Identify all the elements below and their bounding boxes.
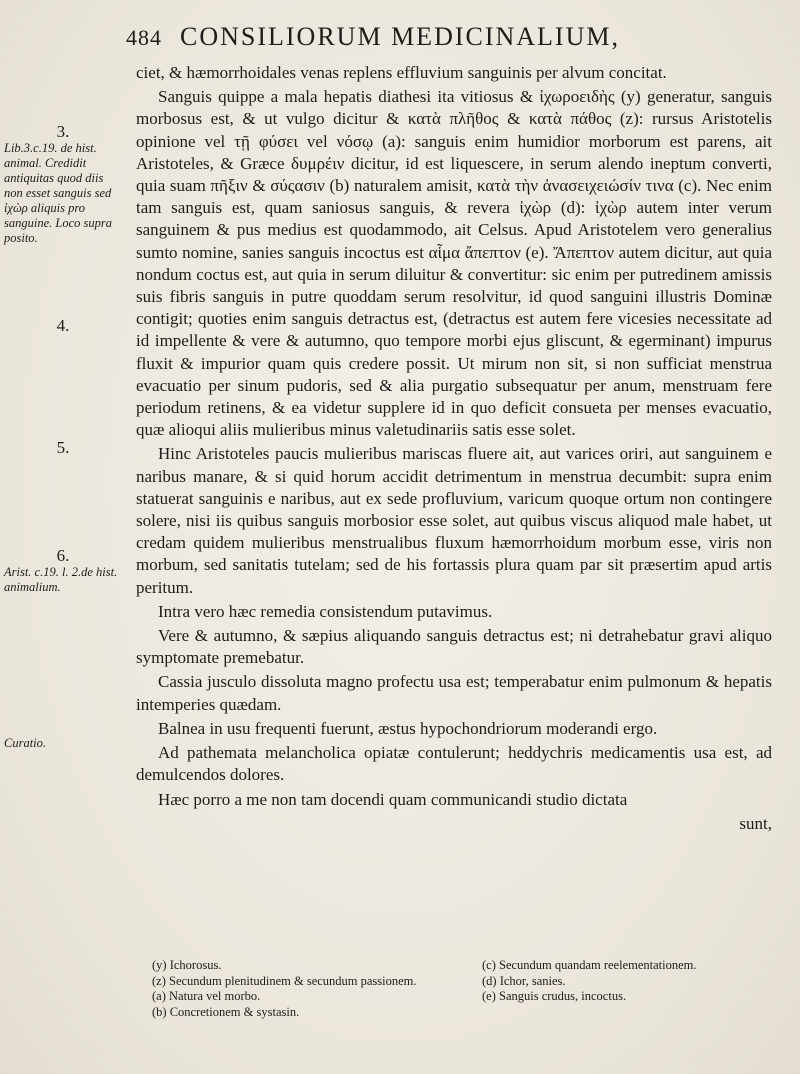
footnote-b: (b) Concretionem & systasin. bbox=[152, 1004, 300, 1019]
footnotes-left bbox=[152, 958, 452, 1020]
paragraph: Intra vero hæc remedia consistendum putavimus. bbox=[158, 601, 493, 621]
footnote-a: (a) Natura vel morbo. bbox=[152, 989, 261, 1003]
footnotes-right bbox=[482, 958, 782, 1005]
margin-note-text: Lib.3.c.19. de hist. animal. Credidit antiquitas quod diis non esset sanguis sed ἰχὼρ aliquis pro sanguine. Loco supra posito. bbox=[4, 141, 112, 245]
margin-note-number: 6. bbox=[56, 546, 70, 565]
margin-note-text: Curatio. bbox=[4, 736, 47, 750]
paragraph: Balnea in usu frequenti fuerunt, æstus hypochondriorum moderandi ergo. bbox=[158, 718, 658, 738]
running-head bbox=[126, 22, 726, 62]
margin-note-curatio bbox=[4, 736, 122, 751]
margin-note-number: 5. bbox=[56, 438, 70, 457]
margin-note-number: 4. bbox=[56, 316, 70, 335]
margin-note-text: Arist. c.19. l. 2.de hist. animalium. bbox=[4, 565, 118, 594]
footnote-y: (y) Ichorosus. bbox=[152, 958, 222, 972]
paragraph: Vere & autumno, & sæpius aliquando sanguis detractus est; ni detrahebatur gravi aliquo symptomate premebatur. bbox=[136, 626, 772, 668]
paragraph: Hæc porro a me non tam docendi quam communicandi studio dictata bbox=[158, 789, 628, 809]
margin-note-6 bbox=[4, 548, 122, 595]
margin-note-4 bbox=[4, 318, 122, 335]
paragraph: ciet, & hæmorrhoidales venas replens effluvium sanguinis per alvum concitat. bbox=[136, 63, 667, 82]
footnote-d: (d) Ichor, sanies. bbox=[482, 973, 566, 988]
footnote-c: (c) Secundum quandam reelementationem. bbox=[482, 958, 697, 972]
paragraph: Ad pathemata melancholica opiatæ contulerunt; heddychris medicamentis usa est, ad demulcendos dolores. bbox=[136, 743, 772, 785]
footnote-e: (e) Sanguis crudus, incoctus. bbox=[482, 989, 627, 1003]
paragraph: Sanguis quippe a mala hepatis diathesi ita vitiosus & ἰχωροειδὴς (y) generatur, sanguis morbosus est, & ut vulgo dicitur & κατὰ πλῆθος & κατὰ πάθος (z): rursus Aristotelis opinione vel τῇ φύσει vel νόσῳ (a): sanguis enim humidior morborum est parens, ait Aristoteles, & Græce δυμρέιν dicitur, id est liquescere, in serum alendo ineptum converti, quia suam πῆξιν & σύςασιν (b) naturalem amisit, κατὰ τὴν ἀνασειχειώσίν τινα (c). Nec enim tam sanguis est, quam saniosus sanguis, & revera ἰχὼρ (d): ἰχὼρ autem inter verum sanguinem & pus medius est quodammodo, ait Celsus. Apud Aristotelem vero generalius sumto nomine, sanies sanguis incoctus est αἷμα ἄπεπτον (e). Ἄπεπτον autem dicitur, aut quia nondum coctus est, aut quia in serum diluitur & convertitur: sic enim per putredinem amissis suis fibris sanguis in putre quoddam serum resolvitur, id quod sanguini illustris Dominæ contigit; quoties enim sanguis detractus est, (detractus est autem fere vicesies necessitate ad id impellente & vere & autumno, quo tempore morbi ejus gliscunt, & egerminant) impurus fluxit & impurior quam quis credere possit. Ut mirum non sit, si non sufficiat menstrua evacuatio per sinum pudoris, sed & alia purgatio subsequatur per anum, menstruam fere periodum retinens, & ea videtur supplere id in quo deficit consueta per menses evacuatio, quæ alioqui aliis mulieribus minus valetudinariis satis esse solet. bbox=[136, 87, 772, 440]
paragraph: Hinc Aristoteles paucis mulieribus mariscas fluere ait, aut varices oriri, aut sanguinem e naribus manare, & si quid horum accidit detrimentum in menstrua decumbit: supra enim statuerat sanguinis e naribus, aut ex sede profluvium, varicum quoque ortum non contingere solere, nisi iis quibus sanguis morbosior esse solet, aut quibus viscus aliquod male habet, ut credam quidem mulieribus menstrualibus fluxum hæmorrhoidum morbum esse, viris non morbum, sed sanitatis tutelam; sed de his fortassis plura quam par sit præsertim apud artis peritum. bbox=[136, 444, 772, 597]
margin-note-number: 3. bbox=[56, 122, 70, 141]
main-text bbox=[136, 62, 772, 837]
margin-note-3 bbox=[4, 124, 122, 246]
paragraph: Cassia jusculo dissoluta magno profectu usa est; temperabatur enim pulmonum & hepatis intemperies quædam. bbox=[136, 672, 772, 714]
page-number: 484 bbox=[126, 25, 162, 50]
catchword: sunt, bbox=[739, 813, 772, 833]
footnote-z: (z) Secundum plenitudinem & secundum passionem. bbox=[152, 973, 417, 988]
running-title: CONSILIORUM MEDICINALIUM, bbox=[180, 22, 620, 51]
margin-note-5 bbox=[4, 440, 122, 457]
